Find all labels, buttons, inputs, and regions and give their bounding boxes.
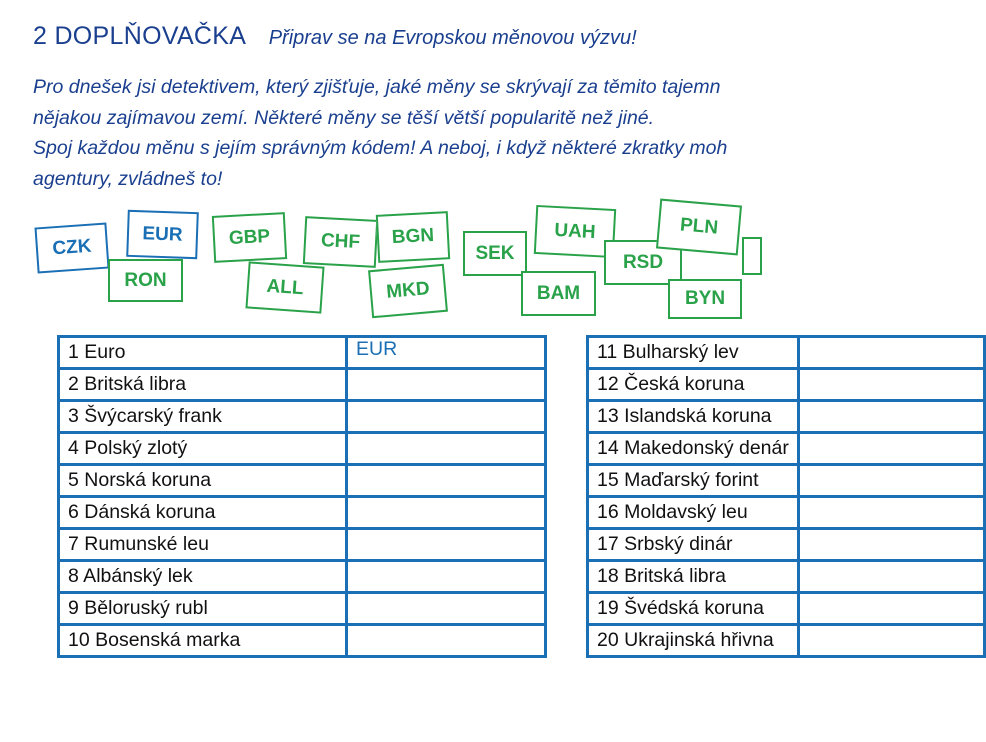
card-ron[interactable]: RON xyxy=(108,259,183,302)
instruction-line: nějakou zajímavou zemí. Některé měny se těší větší popularitě než jiné. xyxy=(33,106,655,129)
code-answer-cell[interactable] xyxy=(347,561,546,593)
card-byn[interactable]: BYN xyxy=(668,279,742,319)
code-answer-cell[interactable] xyxy=(347,529,546,561)
table-row xyxy=(588,625,985,657)
table-row xyxy=(59,401,546,433)
currency-name: 10 Bosenská marka xyxy=(59,625,347,657)
currency-name: 3 Švýcarský frank xyxy=(59,401,347,433)
currency-name: 8 Albánský lek xyxy=(59,561,347,593)
table-row xyxy=(59,465,546,497)
currency-table-right xyxy=(586,335,986,658)
currency-name: 13 Islandská koruna xyxy=(588,401,799,433)
code-answer-cell[interactable]: EUR xyxy=(347,337,546,369)
card-all[interactable]: ALL xyxy=(245,261,324,313)
card-gbp[interactable]: GBP xyxy=(212,212,287,263)
code-answer-cell[interactable] xyxy=(799,593,985,625)
code-answer-cell[interactable] xyxy=(347,593,546,625)
currency-name: 15 Maďarský forint xyxy=(588,465,799,497)
table-row xyxy=(59,561,546,593)
card-mkd[interactable]: MKD xyxy=(368,264,448,318)
code-answer-cell[interactable] xyxy=(347,369,546,401)
table-row xyxy=(59,593,546,625)
code-answer-cell[interactable] xyxy=(799,401,985,433)
card-partial[interactable] xyxy=(742,237,762,275)
table-row xyxy=(588,337,985,369)
code-answer-cell[interactable] xyxy=(799,465,985,497)
table-row xyxy=(588,529,985,561)
currency-name: 4 Polský zlotý xyxy=(59,433,347,465)
card-bgn[interactable]: BGN xyxy=(376,211,450,263)
code-answer-cell[interactable] xyxy=(799,497,985,529)
page-title xyxy=(33,22,637,51)
code-answer-cell[interactable] xyxy=(799,337,985,369)
instruction-line: Pro dnešek jsi detektivem, který zjišťuje, jaké měny se skrývají za těmito tajemn xyxy=(33,76,721,98)
table-row xyxy=(588,433,985,465)
currency-name: 7 Rumunské leu xyxy=(59,529,347,561)
table-row xyxy=(588,401,985,433)
currency-name: 20 Ukrajinská hřivna xyxy=(588,625,799,657)
table-row xyxy=(588,561,985,593)
instructions xyxy=(33,72,773,194)
card-bam[interactable]: BAM xyxy=(521,271,596,316)
card-chf[interactable]: CHF xyxy=(303,216,378,268)
exercise-subtitle: Připrav se na Evropskou měnovou výzvu! xyxy=(268,27,637,49)
currency-name: 16 Moldavský leu xyxy=(588,497,799,529)
currency-name: 5 Norská koruna xyxy=(59,465,347,497)
code-answer-cell[interactable] xyxy=(799,433,985,465)
currency-name: 1 Euro xyxy=(59,337,347,369)
card-sek[interactable]: SEK xyxy=(463,231,527,276)
table-row xyxy=(588,369,985,401)
table-row xyxy=(59,625,546,657)
currency-name: 19 Švédská koruna xyxy=(588,593,799,625)
card-rsd[interactable]: RSD xyxy=(604,240,682,285)
currency-name: 17 Srbský dinár xyxy=(588,529,799,561)
right-table-clip xyxy=(584,333,789,693)
code-answer-cell[interactable] xyxy=(799,529,985,561)
code-answer-cell[interactable] xyxy=(799,369,985,401)
code-answer-cell[interactable] xyxy=(347,465,546,497)
table-row xyxy=(59,369,546,401)
table-row xyxy=(588,497,985,529)
instruction-line: Spoj každou měnu s jejím správným kódem! A neboj, i když některé zkratky moh xyxy=(33,137,728,159)
code-answer-cell[interactable] xyxy=(799,561,985,593)
currency-table-left xyxy=(57,335,547,658)
table-row xyxy=(588,593,985,625)
code-answer-cell[interactable] xyxy=(347,401,546,433)
currency-name: 18 Britská libra xyxy=(588,561,799,593)
table-row xyxy=(59,529,546,561)
exercise-title: 2 DOPLŇOVAČKA xyxy=(33,22,247,50)
code-answer-cell[interactable] xyxy=(799,625,985,657)
currency-name: 14 Makedonský denár xyxy=(588,433,799,465)
card-eur[interactable]: EUR xyxy=(126,210,199,259)
currency-name: 12 Česká koruna xyxy=(588,369,799,401)
currency-name: 2 Britská libra xyxy=(59,369,347,401)
table-row xyxy=(59,497,546,529)
currency-name: 11 Bulharský lev xyxy=(588,337,799,369)
code-answer-cell[interactable] xyxy=(347,433,546,465)
card-pln[interactable]: PLN xyxy=(656,199,742,256)
code-answer-cell[interactable] xyxy=(347,625,546,657)
table-row xyxy=(59,433,546,465)
table-row xyxy=(588,465,985,497)
card-uah[interactable]: UAH xyxy=(534,205,616,258)
instruction-line: agentury, zvládneš to! xyxy=(33,167,223,190)
code-answer-cell[interactable] xyxy=(347,497,546,529)
currency-name: 9 Běloruský rubl xyxy=(59,593,347,625)
currency-name: 6 Dánská koruna xyxy=(59,497,347,529)
table-row xyxy=(59,337,546,369)
card-czk[interactable]: CZK xyxy=(34,223,109,274)
